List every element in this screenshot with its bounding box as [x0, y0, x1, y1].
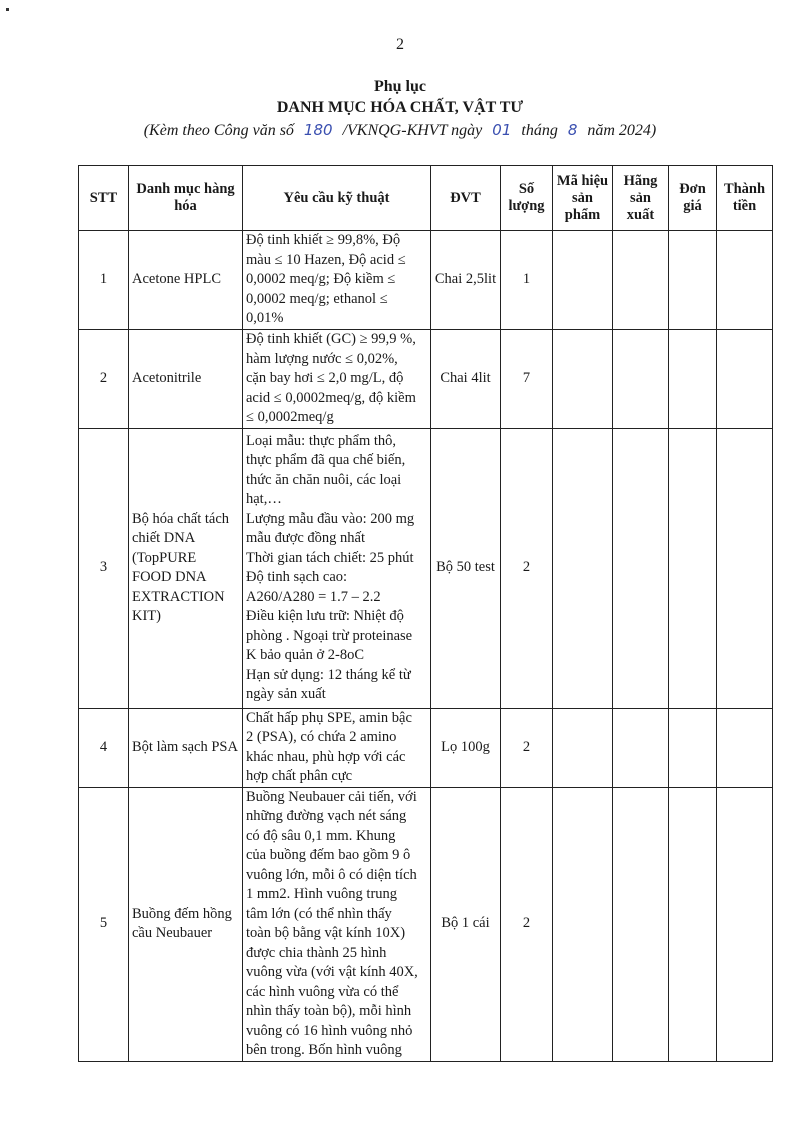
- spec-line: tâm lớn (có thể nhìn thấy: [246, 905, 392, 922]
- cell-spec: [243, 787, 431, 1061]
- cell-model: [553, 428, 613, 708]
- spec-line: Buồng Neubauer cải tiến, với: [246, 788, 417, 805]
- cell-model: [553, 330, 613, 429]
- spec-line: có độ sâu 0,1 mm. Khung: [246, 827, 396, 844]
- header-price: Đơn giá: [669, 166, 717, 231]
- cell-total: [717, 231, 773, 330]
- spec-line: 1 mm2. Hình vuông trung: [246, 886, 398, 902]
- subtitle-prefix: (Kèm theo Công văn số: [143, 122, 294, 139]
- table-row: [79, 330, 773, 429]
- spec-line: nhìn thấy toàn bộ), mỗi hình: [246, 1003, 412, 1019]
- header-stt: STT: [79, 166, 129, 231]
- spec-line: acid ≤ 0,0002meq/g, độ kiềm: [246, 389, 416, 406]
- cell-qty: 1: [501, 231, 553, 330]
- document-subtitle: [0, 121, 800, 140]
- cell-price: [669, 330, 717, 429]
- table-row: [79, 708, 773, 787]
- cell-spec: [243, 330, 431, 429]
- cell-unit: Chai 4lit: [431, 330, 501, 429]
- header-qty: Số lượng: [501, 166, 553, 231]
- header-total: Thành tiền: [717, 166, 773, 231]
- cell-item-name: Bột làm sạch PSA: [129, 708, 243, 787]
- cell-stt: 4: [79, 708, 129, 787]
- cell-item-name: Buồng đếm hồng cầu Neubauer: [129, 787, 243, 1061]
- spec-line: màu ≤ 10 Hazen, Độ acid ≤: [246, 251, 406, 268]
- spec-line: Chất hấp phụ SPE, amin bậc: [246, 709, 412, 726]
- spec-line: thức ăn chăn nuôi, các loại: [246, 471, 402, 488]
- cell-qty: 2: [501, 428, 553, 708]
- cell-price: [669, 428, 717, 708]
- spec-line: bên trong. Bốn hình vuông: [246, 1042, 402, 1058]
- cell-total: [717, 708, 773, 787]
- cell-spec: [243, 428, 431, 708]
- cell-model: [553, 787, 613, 1061]
- cell-price: [669, 708, 717, 787]
- cell-stt: 1: [79, 231, 129, 330]
- cell-maker: [613, 708, 669, 787]
- cell-maker: [613, 231, 669, 330]
- table-row: [79, 787, 773, 1061]
- table-row: [79, 231, 773, 330]
- cell-item-name: Acetone HPLC: [129, 231, 243, 330]
- spec-line: 0,0002 meq/g; Độ kiềm ≤: [246, 271, 396, 288]
- spec-line: vuông vừa (với vật kính 40X,: [246, 964, 418, 980]
- items-table: [78, 165, 773, 1062]
- cell-maker: [613, 787, 669, 1061]
- spec-line: A260/A280 = 1.7 – 2.2: [246, 588, 381, 605]
- cell-unit: Bộ 1 cái: [431, 787, 501, 1061]
- spec-line: 2 (PSA), có chứa 2 amino: [246, 729, 397, 745]
- spec-line: ngày sản xuất: [246, 686, 326, 702]
- spec-line: hợp chất phân cực: [246, 768, 353, 784]
- spec-line: khác nhau, phù hợp với các: [246, 748, 406, 765]
- spec-line: Điều kiện lưu trữ: Nhiệt độ: [246, 608, 404, 624]
- spec-line: Lượng mẫu đầu vào: 200 mg: [246, 510, 415, 527]
- spec-line: toàn bộ bằng vật kính 10X): [246, 925, 406, 941]
- spec-line: mẫu được đồng nhất: [246, 530, 366, 546]
- cell-unit: Chai 2,5lit: [431, 231, 501, 330]
- cell-spec: [243, 231, 431, 330]
- cell-stt: 5: [79, 787, 129, 1061]
- cell-model: [553, 231, 613, 330]
- spec-line: vuông lớn, mỗi ô có diện tích: [246, 866, 417, 883]
- cell-total: [717, 787, 773, 1061]
- spec-line: hạt,…: [246, 491, 282, 507]
- header-maker: Hãng sản xuất: [613, 166, 669, 231]
- cell-item-name: Acetonitrile: [129, 330, 243, 429]
- spec-line: hàm lượng nước ≤ 0,02%,: [246, 350, 398, 367]
- spec-line: những đường vạch nét sáng: [246, 808, 407, 824]
- spec-line: 0,0002 meq/g; ethanol ≤: [246, 290, 388, 307]
- spec-line: vuông có 16 hình vuông nhỏ: [246, 1022, 413, 1039]
- header-unit: ĐVT: [431, 166, 501, 231]
- cell-qty: 2: [501, 708, 553, 787]
- handwritten-month: 8: [567, 121, 578, 139]
- table-header-row: [79, 166, 773, 231]
- subtitle-middle: /VKNQG-KHVT ngày: [342, 122, 483, 139]
- header-model: Mã hiệu sản phẩm: [553, 166, 613, 231]
- cell-item-name: Bộ hóa chất tách chiết DNA (TopPURE FOOD DNA EXTRACTION KIT): [129, 428, 243, 708]
- spec-line: Độ tinh khiết ≥ 99,8%, Độ: [246, 232, 401, 249]
- subtitle-suffix: năm 2024): [587, 122, 657, 139]
- header-item: Danh mục hàng hóa: [129, 166, 243, 231]
- cell-price: [669, 787, 717, 1061]
- cell-total: [717, 428, 773, 708]
- spec-line: của buồng đếm bao gồm 9 ô: [246, 847, 411, 863]
- cell-model: [553, 708, 613, 787]
- spec-line: ≤ 0,0002meq/g: [246, 409, 334, 425]
- cell-price: [669, 231, 717, 330]
- cell-stt: 2: [79, 330, 129, 429]
- cell-spec: [243, 708, 431, 787]
- handwritten-doc-number: 180: [303, 121, 333, 139]
- cell-unit: Bộ 50 test: [431, 428, 501, 708]
- spec-line: cặn bay hơi ≤ 2,0 mg/L, độ: [246, 370, 404, 386]
- cell-qty: 2: [501, 787, 553, 1061]
- spec-line: được chia thành 25 hình: [246, 944, 387, 961]
- spec-line: Loại mẫu: thực phẩm thô,: [246, 432, 397, 449]
- appendix-label: Phụ lục: [373, 78, 426, 95]
- cell-unit: Lọ 100g: [431, 708, 501, 787]
- cell-stt: 3: [79, 428, 129, 708]
- spec-line: Hạn sử dụng: 12 tháng kể từ: [246, 666, 411, 683]
- scan-dot: [6, 8, 9, 11]
- spec-line: Thời gian tách chiết: 25 phút: [246, 549, 414, 566]
- subtitle-month-label: tháng: [521, 122, 558, 139]
- table-body: [79, 231, 773, 1062]
- spec-line: Độ tinh sạch cao:: [246, 569, 348, 585]
- page-number: 2: [396, 36, 404, 53]
- table-row: [79, 428, 773, 708]
- document-title: DANH MỤC HÓA CHẤT, VẬT TƯ: [276, 99, 524, 116]
- handwritten-day: 01: [492, 121, 512, 139]
- spec-line: Độ tinh khiết (GC) ≥ 99,9 %,: [246, 331, 416, 347]
- spec-line: các hình vuông vừa có thể: [246, 983, 399, 1000]
- cell-total: [717, 330, 773, 429]
- header-spec: Yêu cầu kỹ thuật: [243, 166, 431, 231]
- cell-qty: 7: [501, 330, 553, 429]
- spec-line: thực phẩm đã qua chế biến,: [246, 452, 406, 468]
- spec-line: 0,01%: [246, 310, 284, 327]
- spec-line: phòng . Ngoại trừ proteinase: [246, 627, 413, 644]
- cell-maker: [613, 428, 669, 708]
- spec-line: K bảo quản ở 2-8oC: [246, 647, 365, 663]
- cell-maker: [613, 330, 669, 429]
